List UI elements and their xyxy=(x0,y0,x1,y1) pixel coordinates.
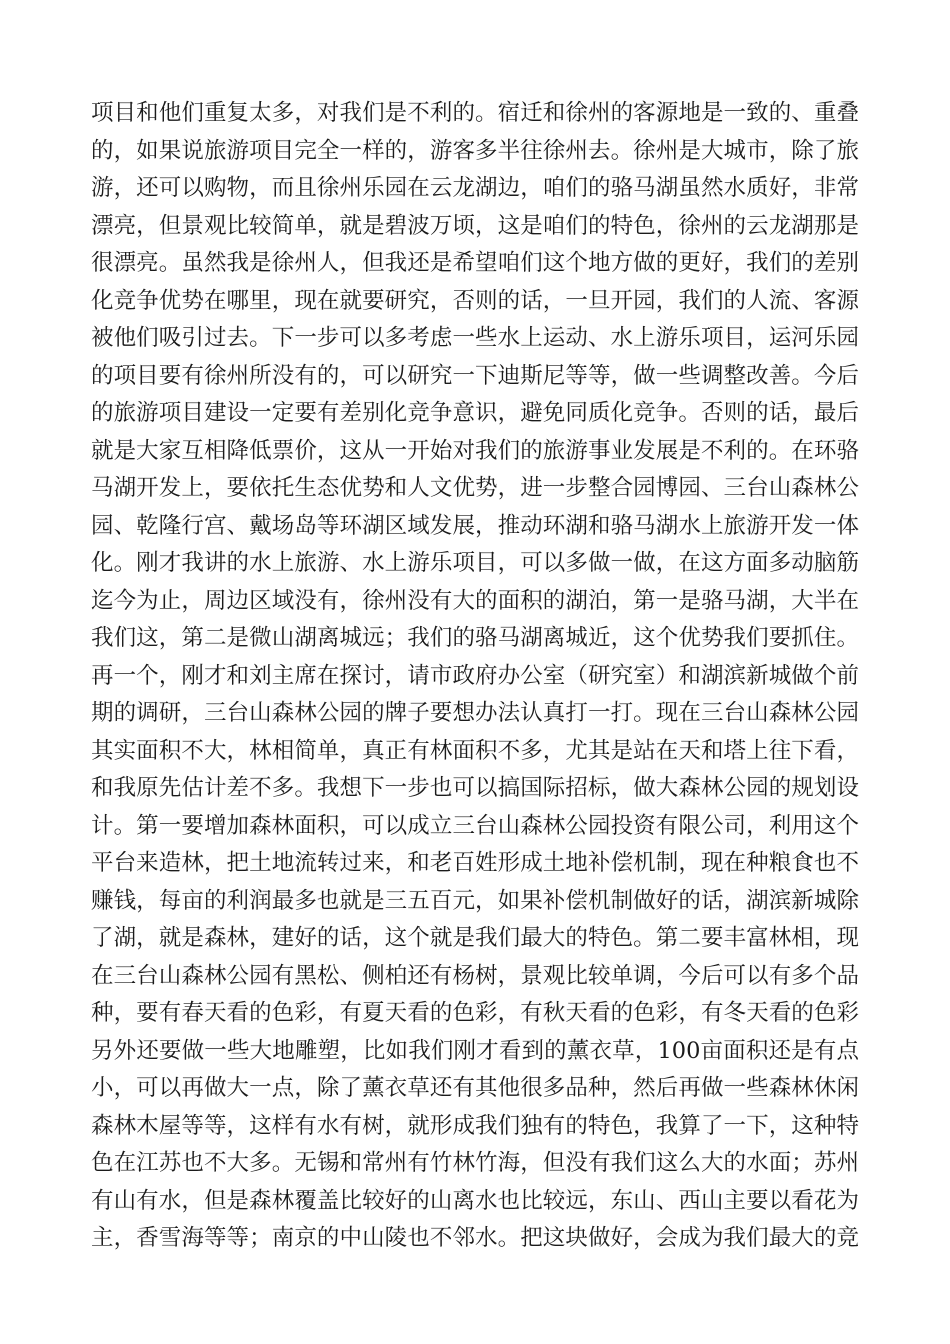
document-line xyxy=(91,920,859,958)
document-line-text: 期的调研，三台山森林公园的牌子要想办法认真打一打。现在三台山森林公园 xyxy=(91,700,859,726)
document-line xyxy=(91,470,859,508)
document-line-text: 漂亮，但景观比较简单，就是碧波万顷，这是咱们的特色，徐州的云龙湖那是 xyxy=(91,212,859,239)
document-line-text: 其实面积不大，林相简单，真正有林面积不多，尤其是站在天和塔上往下看， xyxy=(91,737,859,764)
document-line xyxy=(91,1070,859,1108)
document-line xyxy=(91,770,859,808)
document-line-text: 项目和他们重复太多，对我们是不利的。宿迁和徐州的客源地是一致的、重叠 xyxy=(91,100,859,126)
document-line xyxy=(91,133,859,171)
document-line xyxy=(91,208,859,246)
document-line-text: 平台来造林，把土地流转过来，和老百姓形成土地补偿机制，现在种粮食也不 xyxy=(91,850,859,876)
document-line xyxy=(91,658,859,696)
document-line-text: 的，如果说旅游项目完全一样的，游客多半往徐州去。徐州是大城市，除了旅 xyxy=(91,137,859,164)
document-line-text: 赚钱，每亩的利润最多也就是三五百元，如果补偿机制做好的话，湖滨新城除 xyxy=(91,887,859,914)
document-line-text: 很漂亮。虽然我是徐州人，但我还是希望咱们这个地方做的更好，我们的差别 xyxy=(91,250,859,276)
document-line-text: 小，可以再做大一点，除了薰衣草还有其他很多品种，然后再做一些森林休闲 xyxy=(91,1075,859,1101)
document-line xyxy=(91,433,859,471)
document-line-text: 被他们吸引过去。下一步可以多考虑一些水上运动、水上游乐项目，运河乐园 xyxy=(91,325,859,351)
document-line xyxy=(91,1220,859,1258)
document-line-text: 就是大家互相降低票价，这从一开始对我们的旅游事业发展是不利的。在环骆 xyxy=(91,437,859,464)
document-line-text: 园、乾隆行宫、戴场岛等环湖区域发展，推动环湖和骆马湖水上旅游开发一体 xyxy=(91,512,859,539)
document-line xyxy=(91,245,859,283)
document-line-text: 的项目要有徐州所没有的，可以研究一下迪斯尼等等，做一些调整改善。今后 xyxy=(91,362,859,389)
document-line-text: 马湖开发上，要依托生态优势和人文优势，进一步整合园博园、三台山森林公 xyxy=(91,475,859,501)
document-line-text: 迄今为止，周边区域没有，徐州没有大的面积的湖泊，第一是骆马湖，大半在 xyxy=(91,587,859,614)
document-line-text: 有山有水，但是森林覆盖比较好的山离水也比较远，东山、西山主要以看花为 xyxy=(91,1187,859,1214)
document-line-text: 在三台山森林公园有黑松、侧柏还有杨树，景观比较单调，今后可以有多个品 xyxy=(91,962,859,989)
document-body-text xyxy=(91,95,859,1258)
document-line-text: 计。第一要增加森林面积，可以成立三台山森林公园投资有限公司，利用这个 xyxy=(91,812,859,839)
document-line xyxy=(91,808,859,846)
document-line-text: 另外还要做一些大地雕塑，比如我们刚才看到的薰衣草，100亩面积还是有点 xyxy=(91,1037,859,1064)
document-line xyxy=(91,320,859,358)
document-line-text: 我们这，第二是微山湖离城远；我们的骆马湖离城近，这个优势我们要抓住。 xyxy=(91,625,859,651)
document-line xyxy=(91,620,859,658)
document-line xyxy=(91,958,859,996)
document-line xyxy=(91,845,859,883)
document-line xyxy=(91,1108,859,1146)
document-line-text: 再一个，刚才和刘主席在探讨，请市政府办公室（研究室）和湖滨新城做个前 xyxy=(91,662,859,689)
document-line xyxy=(91,995,859,1033)
document-line xyxy=(91,695,859,733)
document-line xyxy=(91,508,859,546)
document-line xyxy=(91,1183,859,1221)
document-line-text: 了湖，就是森林，建好的话，这个就是我们最大的特色。第二要丰富林相，现 xyxy=(91,925,859,951)
document-line-text: 森林木屋等等，这样有水有树，就形成我们独有的特色，我算了一下，这种特 xyxy=(91,1112,859,1139)
document-line xyxy=(91,583,859,621)
document-line-text: 化。刚才我讲的水上旅游、水上游乐项目，可以多做一做，在这方面多动脑筋 xyxy=(91,550,859,576)
document-line xyxy=(91,358,859,396)
document-line xyxy=(91,170,859,208)
document-line xyxy=(91,883,859,921)
document-line xyxy=(91,1145,859,1183)
document-line xyxy=(91,545,859,583)
document-line-text: 种，要有春天看的色彩，有夏天看的色彩，有秋天看的色彩，有冬天看的色彩 xyxy=(91,1000,859,1026)
document-line-text: 主，香雪海等等；南京的中山陵也不邻水。把这块做好，会成为我们最大的竞 xyxy=(91,1225,859,1251)
document-line-text: 色在江苏也不大多。无锡和常州有竹林竹海，但没有我们这么大的水面；苏州 xyxy=(91,1150,859,1176)
document-line-text: 和我原先估计差不多。我想下一步也可以搞国际招标，做大森林公园的规划设 xyxy=(91,775,859,801)
document-line xyxy=(91,283,859,321)
document-line-text: 的旅游项目建设一定要有差别化竞争意识，避免同质化竞争。否则的话，最后 xyxy=(91,400,859,426)
document-line xyxy=(91,1033,859,1071)
document-line-text: 化竞争优势在哪里，现在就要研究，否则的话，一旦开园，我们的人流、客源 xyxy=(91,287,859,314)
document-line-text: 游，还可以购物，而且徐州乐园在云龙湖边，咱们的骆马湖虽然水质好，非常 xyxy=(91,175,859,201)
document-line xyxy=(91,95,859,133)
document-line xyxy=(91,733,859,771)
document-line xyxy=(91,395,859,433)
